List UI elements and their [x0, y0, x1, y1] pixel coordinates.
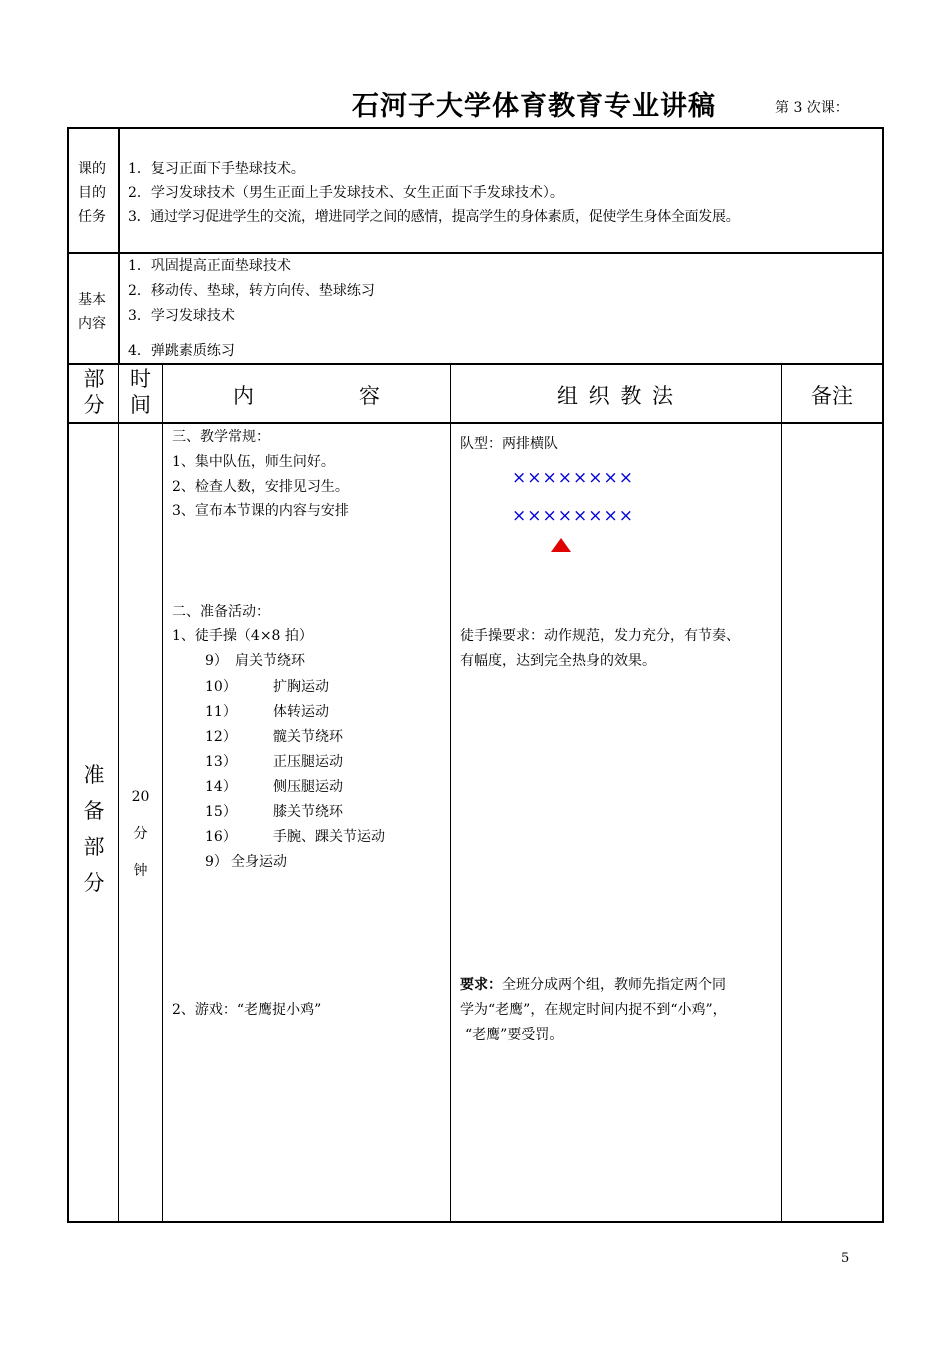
objective-item: 3．通过学习促进学生的交流，增进同学之间的感情，提高学生的身体素质，促使学生身体全面发展。: [128, 209, 740, 225]
formation-row-2: ××××××××: [512, 506, 634, 526]
routine-item: 1、集中队伍，师生问好。: [172, 454, 335, 470]
exercise-num: 16）: [205, 829, 237, 845]
basic-content-item: 1．巩固提高正面垫球技术: [128, 258, 291, 274]
exercise-name: 膝关节绕环: [273, 804, 343, 820]
header-content: 内 容: [233, 384, 380, 408]
warmup-title: 二、准备活动：: [172, 604, 270, 620]
header-time: 时 间: [130, 367, 151, 417]
exercise-name: 扩胸运动: [273, 679, 329, 695]
exercise-name: 侧压腿运动: [273, 779, 343, 795]
game-title: 2、游戏：“老鹰捉小鸡”: [172, 1002, 322, 1018]
section-part: 准 备 部 分: [83, 763, 105, 895]
formation-label: 队型：两排横队: [460, 436, 558, 452]
basic-content-label-1: 基本: [78, 292, 106, 308]
exercise-name: 手腕、踝关节运动: [273, 829, 385, 845]
exercise-num: 15）: [205, 804, 237, 820]
calisthenics-requirement: 徒手操要求：动作规范，发力充分，有节奏、: [460, 628, 740, 644]
objective-item: 2．学习发球技术（男生正面上手发球技术、女生正面下手发球技术）。: [128, 185, 564, 201]
exercise-num: 10）: [205, 679, 237, 695]
objective-item: 1．复习正面下手垫球技术。: [128, 161, 305, 177]
header-notes: 备注: [811, 384, 853, 408]
objectives-label-2: 目的: [78, 185, 106, 201]
routine-item: 3、宣布本节课的内容与安排: [172, 503, 349, 519]
exercise-num: 9）: [205, 854, 228, 870]
notes-cell: [782, 424, 882, 1221]
warmup-subtitle: 1、徒手操（4×8 拍）: [172, 628, 313, 644]
formation-row-1: ××××××××: [512, 468, 634, 488]
calisthenics-requirement: 有幅度，达到完全热身的效果。: [460, 653, 656, 669]
exercise-name: 肩关节绕环: [235, 653, 305, 669]
basic-content-item: 3．学习发球技术: [128, 308, 235, 324]
exercise-num: 13）: [205, 754, 237, 770]
routine-item: 2、检查人数，安排见习生。: [172, 479, 349, 495]
exercise-name: 体转运动: [273, 704, 329, 720]
game-requirement: 要求：全班分成两个组，教师先指定两个同: [460, 977, 726, 993]
exercise-name: 正压腿运动: [273, 754, 343, 770]
objectives-label-1: 课的: [78, 161, 106, 177]
page-number: 5: [841, 1251, 850, 1266]
header-part: 部 分: [83, 367, 105, 417]
exercise-num: 12）: [205, 729, 237, 745]
exercise-num: 14）: [205, 779, 237, 795]
teacher-triangle-icon: [551, 538, 571, 552]
exercise-name: 全身运动: [231, 854, 287, 870]
game-requirement: 学为“老鹰”，在规定时间内捉不到“小鸡”，: [460, 1002, 727, 1018]
section-time: 20 分 钟: [131, 789, 150, 879]
objectives-label-3: 任务: [78, 209, 106, 225]
basic-content-item: 4．弹跳素质练习: [128, 343, 235, 359]
header-method: 组 织 教 法: [556, 384, 676, 408]
basic-content-item: 2．移动传、垫球，转方向传、垫球练习: [128, 283, 375, 299]
exercise-num: 11）: [205, 704, 237, 720]
routine-title: 三、教学常规：: [172, 429, 270, 445]
exercise-name: 髋关节绕环: [273, 729, 343, 745]
lesson-number: 第 3 次课：: [775, 100, 849, 116]
page-title: 石河子大学体育教育专业讲稿: [352, 91, 716, 122]
game-requirement: “老鹰”要受罚。: [465, 1027, 564, 1043]
basic-content-label-2: 内容: [78, 316, 106, 332]
exercise-num: 9）: [205, 653, 228, 669]
